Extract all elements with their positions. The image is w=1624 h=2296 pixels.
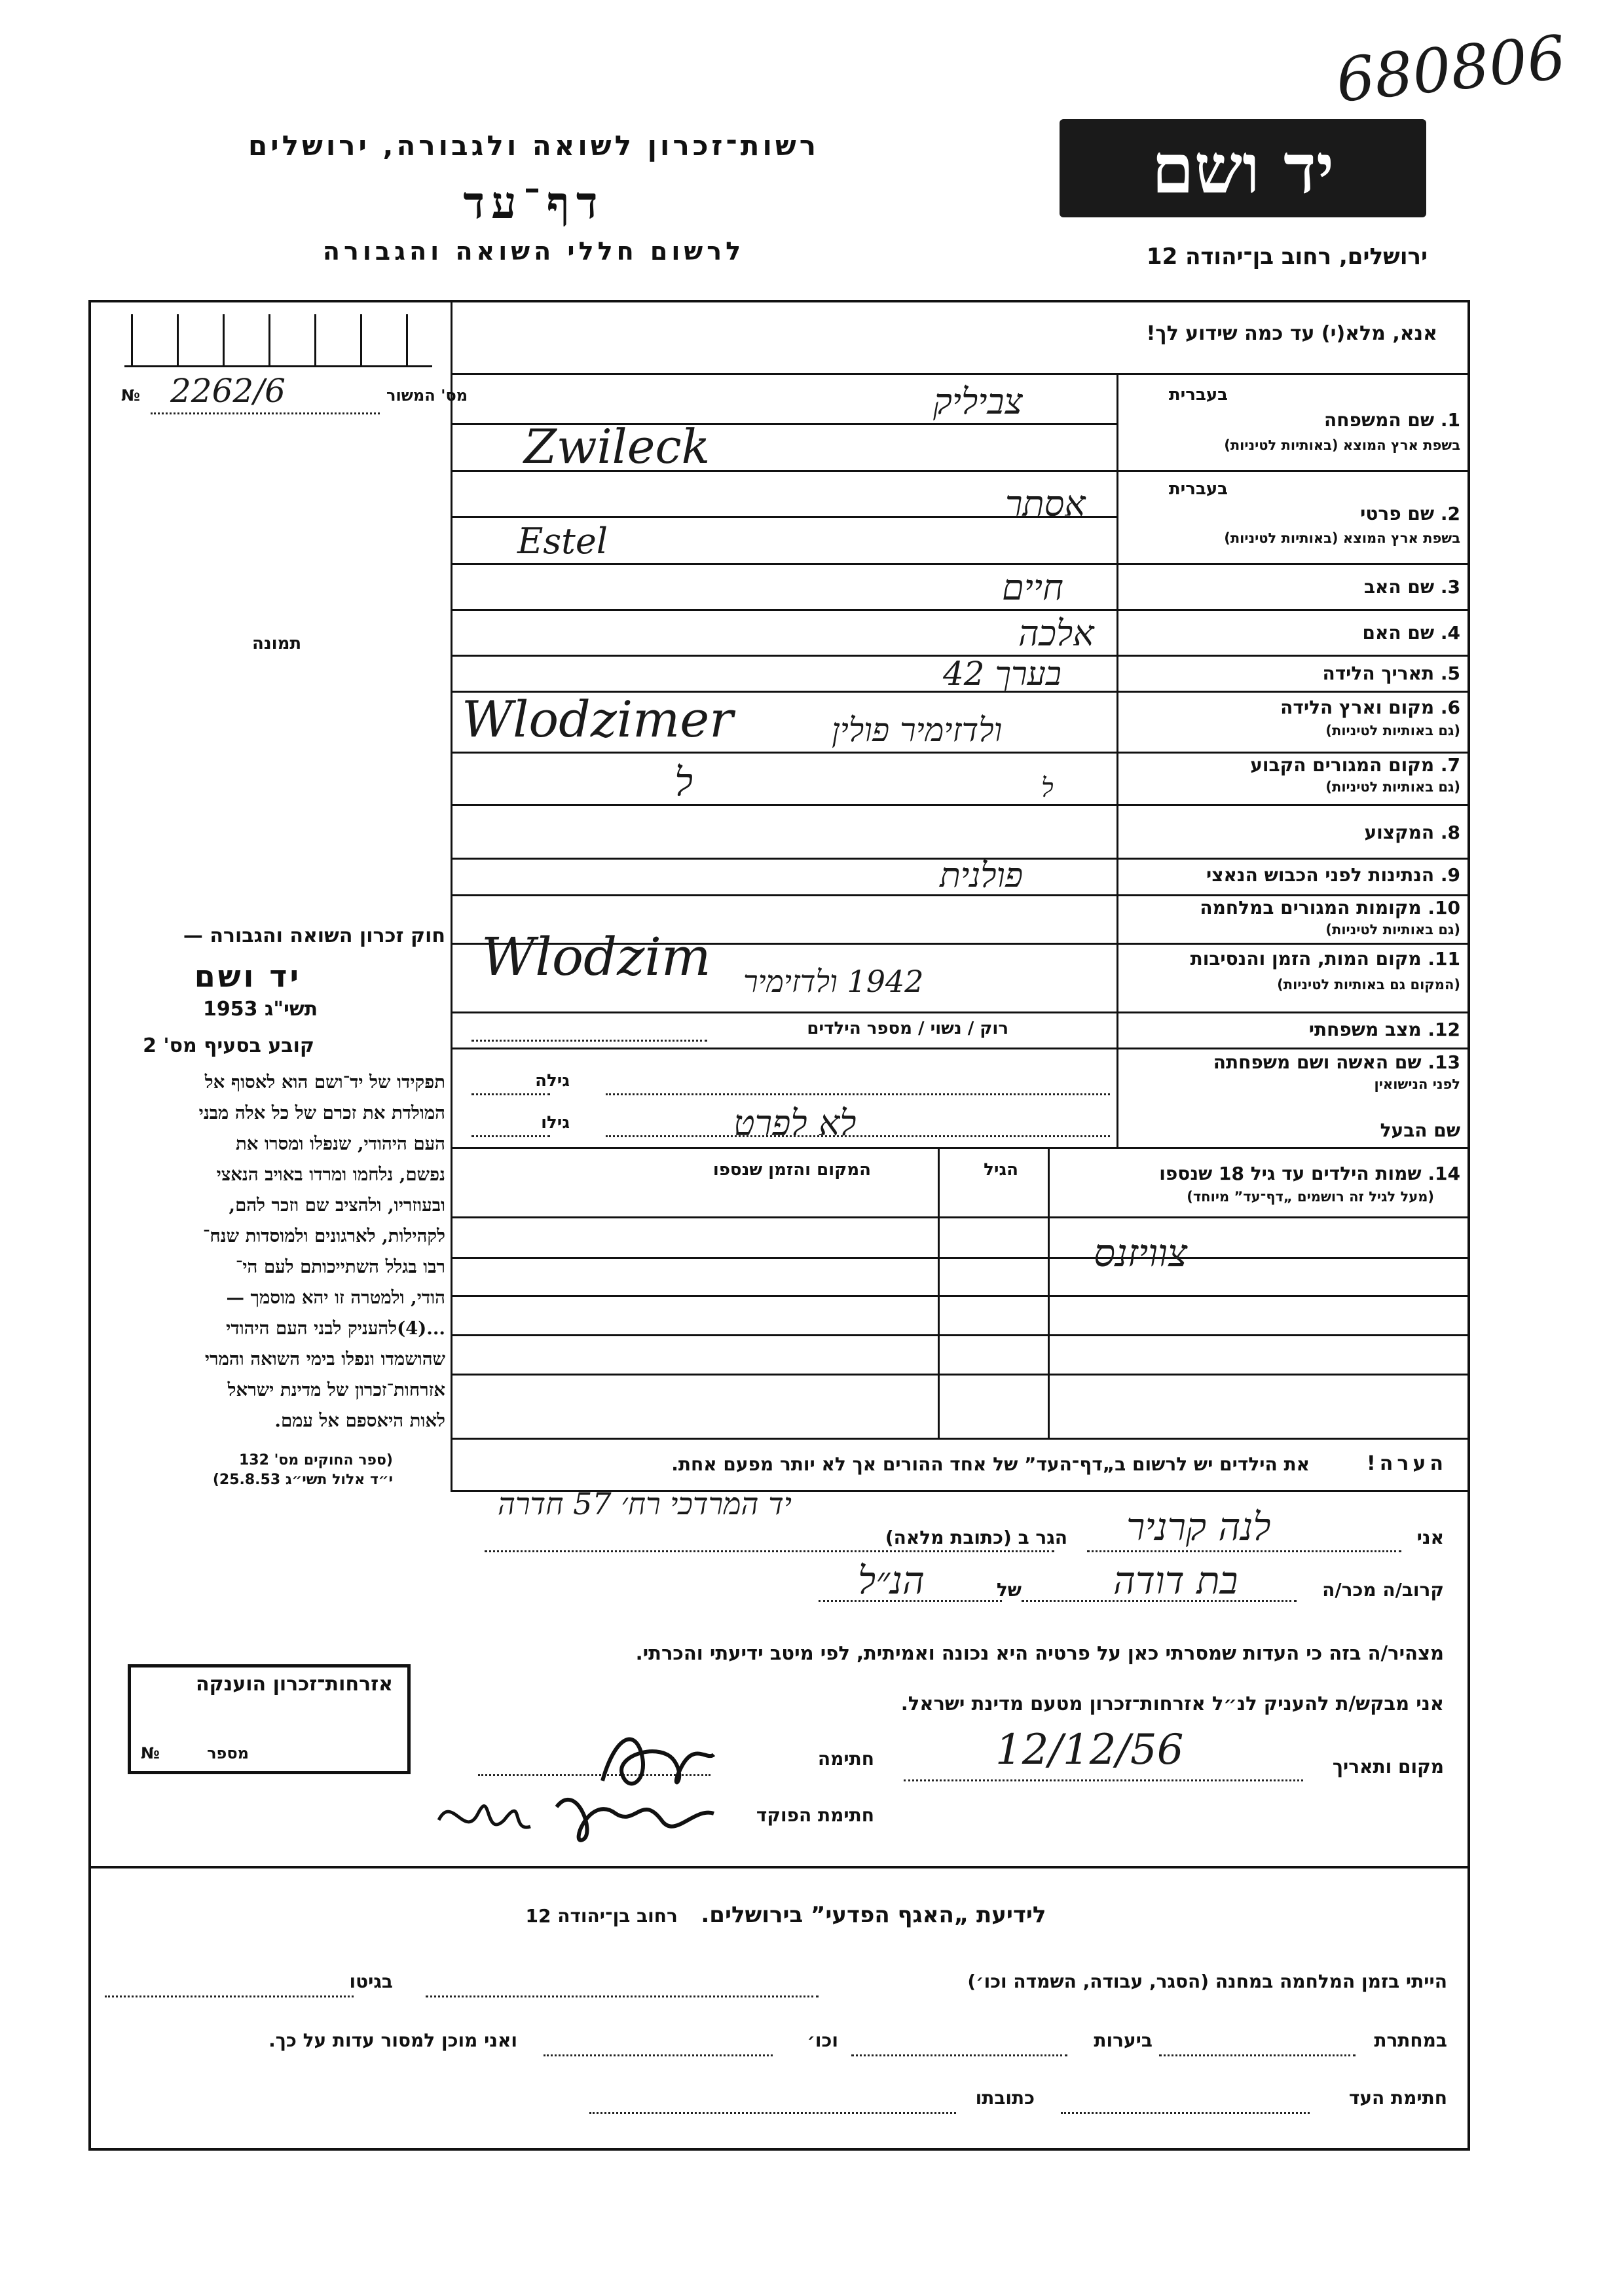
footer-line1-end: בגיטו xyxy=(349,1971,393,1992)
yad-vashem-logo xyxy=(1060,119,1426,217)
officer-signature xyxy=(426,1768,727,1853)
citizenship-number-label: מספר xyxy=(207,1744,249,1762)
footer-line2-a: במחתרת xyxy=(1374,2030,1447,2051)
citizenship-title: אזרחות־זכרון הוענקה xyxy=(195,1673,393,1696)
f5-value: בערך 42 xyxy=(943,655,1062,693)
footer-line2-c: וכו׳ xyxy=(807,2030,838,2051)
f14-col-age: הגיל xyxy=(984,1160,1018,1180)
f4-label: 4. שם האם xyxy=(1362,622,1460,644)
f10-sub: (גם באותיות לטיניות) xyxy=(1325,922,1460,938)
decl-place-date-value: 12/12/56 xyxy=(995,1726,1184,1774)
logo-text: יד ושם xyxy=(1151,128,1335,209)
f14-col-place: המקום והזמן שנספו xyxy=(712,1160,871,1180)
f2-label: 2. שם פרטי xyxy=(1360,503,1460,524)
law-name: יד ושם xyxy=(194,958,301,994)
footer-line2-d: ואני מוכן למסור עדות על כך. xyxy=(268,2030,517,2051)
decl-request: אני מבקש/ת להעניק לנ״ל אזרחות־זכרון מטעם מדינת ישראל. xyxy=(900,1692,1444,1715)
f11-label: 11. מקום המות, הזמן והנסיבות xyxy=(1190,948,1460,970)
f12-options: רוק / נשוי / מספר הילדים xyxy=(807,1019,1008,1038)
f14-value: צוויזנס xyxy=(1094,1231,1188,1275)
photo-label: תמונה xyxy=(252,634,302,653)
decl-of-whom: הנ״ל xyxy=(858,1558,925,1603)
decl-relation: בת דודה xyxy=(1113,1558,1238,1603)
decl-gar-b: הגר ב (כתובת מלאה) xyxy=(885,1527,1067,1548)
f13-label: 13. שם האשה ושם משפחתה xyxy=(1213,1051,1460,1073)
f4-value: אלכה xyxy=(1018,613,1094,654)
f1-value-hebrew: צביליק xyxy=(933,381,1023,422)
authority-name: רשות־זכרון לשואה ולגבורה, ירושלים xyxy=(248,130,820,162)
f2-value-hebrew: אסתר xyxy=(1005,483,1086,524)
f9-label: 9. הנתינות לפני הכבוש הנאצי xyxy=(1206,864,1460,886)
decl-relative: קרוב/ה מכר/ה xyxy=(1322,1579,1444,1601)
f11-value-latin: Wlodzim xyxy=(481,926,711,987)
f7-label: 7. מקום המגורים הקבוע xyxy=(1250,754,1460,776)
form-title: דף־עד xyxy=(463,177,604,229)
f2-value-latin: Estel xyxy=(517,520,608,562)
law-source: (ספר החוקים מס' 132 xyxy=(238,1452,393,1468)
f9-value: פולנית xyxy=(940,856,1024,896)
law-heading: חוק זכרון השואה והגבורה — xyxy=(183,924,445,947)
husband-label: שם הבעל xyxy=(1380,1120,1460,1141)
f1-label: 1. שם המשפחה xyxy=(1324,409,1460,431)
decl-ani: אני xyxy=(1416,1527,1444,1548)
citizenship-number-mark: № xyxy=(141,1744,160,1762)
law-clause: קובע בסעיף מס' 2 xyxy=(143,1034,314,1057)
decl-name: לנה קרניר xyxy=(1126,1504,1271,1549)
f5-label: 5. תאריך הלידה xyxy=(1322,663,1460,684)
f6-value-latin: Wlodzimer xyxy=(462,690,733,748)
husband-age-label: גילו xyxy=(541,1113,570,1133)
f8-label: 8. המקצוע xyxy=(1364,822,1460,843)
f13-sub: לפני הנישואין xyxy=(1374,1076,1460,1092)
f14-label: 14. שמות הילדים עד גיל 18 שנספו xyxy=(1159,1163,1460,1184)
header-address: ירושלים, רחוב בן־יהודה 12 xyxy=(1146,244,1428,270)
law-source-date: י״ד אלול תשי״ג 25.8.53) xyxy=(212,1472,393,1488)
husband-value: לא לפרט xyxy=(733,1102,857,1144)
f11-sub: (המקום גם באותיות לטיניות) xyxy=(1277,977,1460,993)
top-row-line xyxy=(451,373,1469,375)
footer-line3-a: חתימת העד xyxy=(1348,2087,1447,2109)
footer-line2-b: ביערות xyxy=(1094,2030,1153,2051)
f7-value: ל xyxy=(674,759,693,805)
remark-label: הערה! xyxy=(1367,1452,1447,1475)
f7-value-ditto: ל xyxy=(1041,773,1054,803)
handwritten-archive-number: 680806 xyxy=(1333,22,1569,117)
registration-number: 2262/6 xyxy=(170,372,286,410)
f3-label: 3. שם האב xyxy=(1363,576,1460,598)
f11-value-hebrew: 1942 ולדזימיר xyxy=(743,964,924,999)
f10-label: 10. מקומות המגורים במלחמה xyxy=(1200,897,1460,919)
decl-officer-label: חתימת הפוקד xyxy=(756,1804,874,1826)
law-text: תפקידו של יד־ושם הוא לאסוף אל המולדת את זכרם של כל אלה מבני העם היהודי, שנפלו ומסרו את נפשם, נלחמו ומרדו באויב הנאצי ובעוזריו, ולהציב שם וזכר להם, לקהילות, לארגונים ולמוסדות שנח־ רבו בגלל השתייכותם לעם הי־ הודי, ולמטרה זו יהא מוסמך — ...(4)להעניק לבני העם היהודי שהושמדו ונפלו בימי השואה והמרי אזרחות־זכרון של מדינת ישראל לאות היאספם אל עמם. xyxy=(198,1072,445,1431)
registration-number-mark: № xyxy=(121,386,140,405)
decl-signature-label: חתימה xyxy=(817,1748,874,1770)
decl-place-date-label: מקום ותאריך xyxy=(1332,1756,1444,1777)
f1-sub: בשפת ארץ המוצא (באותיות לטיניות) xyxy=(1224,437,1460,453)
decl-shel: של xyxy=(996,1579,1022,1601)
labels-column-border xyxy=(1116,373,1118,1147)
f12-label: 12. מצב משפחתי xyxy=(1308,1019,1460,1040)
f7-sub: (גם באותיות לטיניות) xyxy=(1325,779,1460,795)
f2-hebrew-tag: בעברית xyxy=(1168,479,1228,499)
footer-heading: לידיעת „האגף הפדעי” בירושלים. רחוב בן־יהודה 12 xyxy=(525,1902,1046,1928)
f3-value: חיים xyxy=(1002,567,1063,608)
law-year-row: 1953 תשי"ג xyxy=(203,998,318,1021)
footer-line1-start: הייתי בזמן המלחמה במחנה (הסגר, עבודה, השמדה וכו׳) xyxy=(967,1971,1447,1992)
f1-value-latin: Zwileck xyxy=(524,419,710,474)
registration-label: מס' המשור xyxy=(386,386,468,405)
top-note: אנא, מלא(י) עד כמה שידוע לך! xyxy=(1146,322,1437,345)
decl-address: יד המרדכי רח׳ 57 חדרה xyxy=(498,1486,792,1522)
decl-statement: מצהיר/ה בזה כי העדות שמסרתי כאן על פרטיה היא נכונה ואמיתית, לפי מיטב ידיעתי והכרתי. xyxy=(635,1642,1444,1664)
footer-line3-b: כתובתו xyxy=(975,2087,1035,2109)
f6-label: 6. מקום וארץ הלידה xyxy=(1280,697,1460,718)
f2-sub: בשפת ארץ המוצא (באותיות לטיניות) xyxy=(1224,530,1460,546)
f6-value-hebrew: ולדזימיר פולין xyxy=(832,711,1003,749)
remark-text: את הילדים יש לרשום ב„דף־העד” של אחד ההורים אך לא יותר מפעם אחת. xyxy=(671,1453,1310,1475)
registration-ticks xyxy=(124,314,439,367)
f1-hebrew-tag: בעברית xyxy=(1168,385,1228,405)
f6-sub: (גם באותיות לטיניות) xyxy=(1325,723,1460,738)
f13-age-label: גילה xyxy=(535,1071,570,1091)
form-subtitle: לרשום חללי השואה והגבורה xyxy=(322,237,745,266)
f14-sub: (מעל לגיל זה רושמים „דף־עד” מיוחד) xyxy=(1187,1189,1434,1205)
